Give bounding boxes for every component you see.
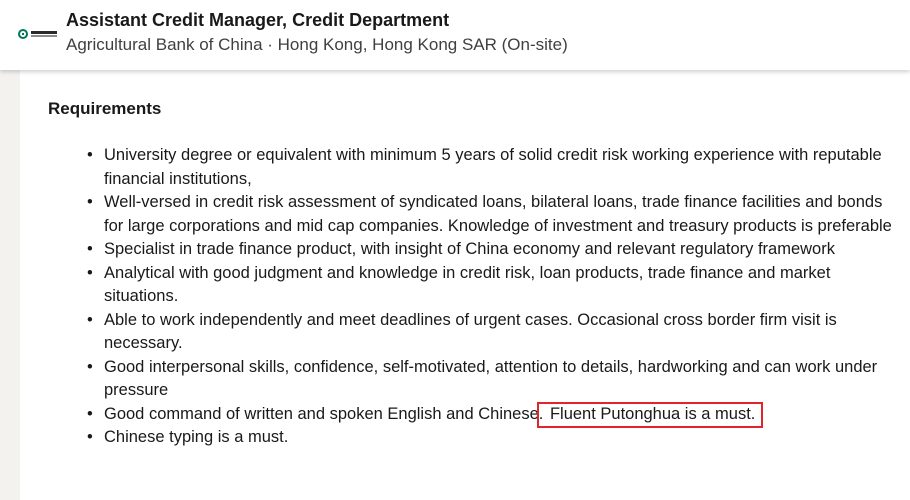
requirements-heading: Requirements [48,99,162,118]
bank-emblem-icon [18,29,28,39]
list-item: • Specialist in trade finance product, with insight of China economy and relevant regulatory framework [104,238,904,262]
requirement-text: Good command of written and spoken English and Chinese. [104,404,544,423]
list-item: • University degree or equivalent with minimum 5 years of solid credit risk working experience with reputable financial institutions, [104,144,904,191]
company-logo[interactable] [18,27,58,41]
left-rail [0,70,20,500]
requirements-list [104,144,904,450]
job-description-card [20,70,910,500]
list-item: • Chinese typing is a must. [104,426,904,450]
company-location: Agricultural Bank of China · Hong Kong, Hong Kong SAR (On-site) [66,35,568,54]
list-item: • Analytical with good judgment and knowledge in credit risk, loan products, trade finance and market situations. [104,262,904,309]
job-header [0,0,910,70]
list-item: • Well-versed in credit risk assessment of syndicated loans, bilateral loans, trade finance facilities and bonds for large corporations and mid cap companies. Knowledge of investment and treasury products is preferable [104,191,904,238]
list-item [104,403,904,427]
highlighted-requirement: Fluent Putonghua is a must. [537,402,763,428]
list-item: • Good interpersonal skills, confidence, self-motivated, attention to details, hardworking and can work under pressure [104,356,904,403]
list-item: • Able to work independently and meet deadlines of urgent cases. Occasional cross border firm visit is necessary. [104,309,904,356]
job-title[interactable]: Assistant Credit Manager, Credit Department [66,10,450,30]
